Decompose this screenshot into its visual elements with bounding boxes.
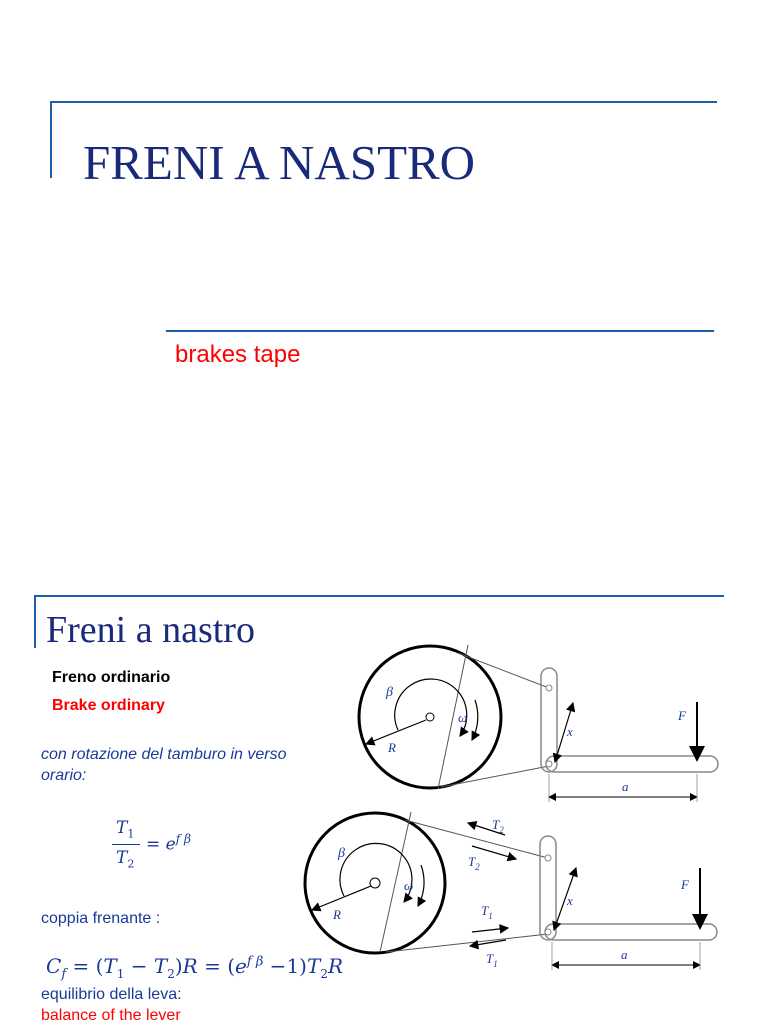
lower-x-symbol: x — [567, 893, 573, 908]
tension-ratio-formula: $T_1$ $T_2$ = $e^{f \beta}$ — [112, 818, 212, 878]
lever-balance-label-it: equilibrio della leva: — [41, 986, 182, 1003]
lower-omega-symbol: ω — [404, 878, 414, 893]
upper-band-top — [458, 653, 549, 688]
slide2-frame-horizontal-line — [34, 595, 724, 597]
slide1-subtitle: brakes tape — [175, 341, 301, 368]
upper-a-symbol: a — [622, 779, 629, 794]
lower-force-symbol: F — [681, 877, 689, 892]
rotation-description: con rotazione del tamburo in verso orario: — [41, 746, 287, 784]
lower-beta-arc — [340, 843, 412, 902]
upper-radius-symbol: R — [388, 740, 396, 755]
upper-drum — [359, 646, 501, 788]
upper-beta-arc — [395, 679, 467, 736]
brake-type-label-it: Freno ordinario — [52, 669, 171, 686]
lower-radius-symbol: R — [333, 907, 341, 922]
lower-brake-assembly — [305, 812, 717, 970]
brake-type-label-en: Brake ordinary — [52, 697, 165, 714]
title-frame-vertical-line — [50, 102, 52, 178]
t2-label-lower: $T_2$ — [468, 854, 480, 872]
lower-drum-hub — [370, 878, 380, 888]
t1-label-upper: $T_1$ — [481, 903, 493, 921]
lower-lever-pivot — [545, 929, 551, 935]
lower-a-symbol: a — [621, 947, 628, 962]
upper-lever-pivot — [546, 761, 552, 767]
upper-force-symbol: F — [678, 708, 686, 723]
subtitle-divider — [166, 330, 714, 332]
lower-lever-horizontal — [545, 924, 717, 940]
upper-band-pin — [546, 685, 552, 691]
title-frame-horizontal-line — [50, 101, 717, 103]
upper-lever-horizontal — [546, 756, 718, 772]
upper-omega-arrow — [472, 700, 478, 740]
upper-beta-symbol: β — [386, 685, 393, 700]
t1-label-lower: $T_1$ — [486, 951, 498, 969]
braking-torque-label: coppia frenante : — [41, 910, 161, 927]
upper-drum-hub — [426, 713, 434, 721]
band-brake-diagram — [300, 640, 740, 980]
lower-omega-arrow — [418, 865, 424, 906]
braking-torque-formula: $C_f = (T_1 - T_2)R = (e^{f \beta} -1)T_2R$ — [46, 954, 344, 982]
slide1-title: FRENI A NASTRO — [83, 135, 476, 190]
upper-omega-symbol: ω — [458, 710, 468, 725]
slide2-frame-vertical-line — [34, 596, 36, 648]
lever-balance-label-en: balance of the lever — [41, 1007, 181, 1024]
slide2-title: Freni a nastro — [46, 609, 255, 651]
upper-x-symbol: x — [567, 724, 573, 739]
upper-band-bottom — [441, 766, 549, 787]
upper-brake-assembly — [359, 645, 718, 802]
lower-beta-symbol: β — [338, 846, 345, 861]
t1-arrow-upper — [472, 928, 508, 932]
lower-band-pin — [545, 855, 551, 861]
t2-label-upper: $T_2$ — [492, 817, 504, 835]
